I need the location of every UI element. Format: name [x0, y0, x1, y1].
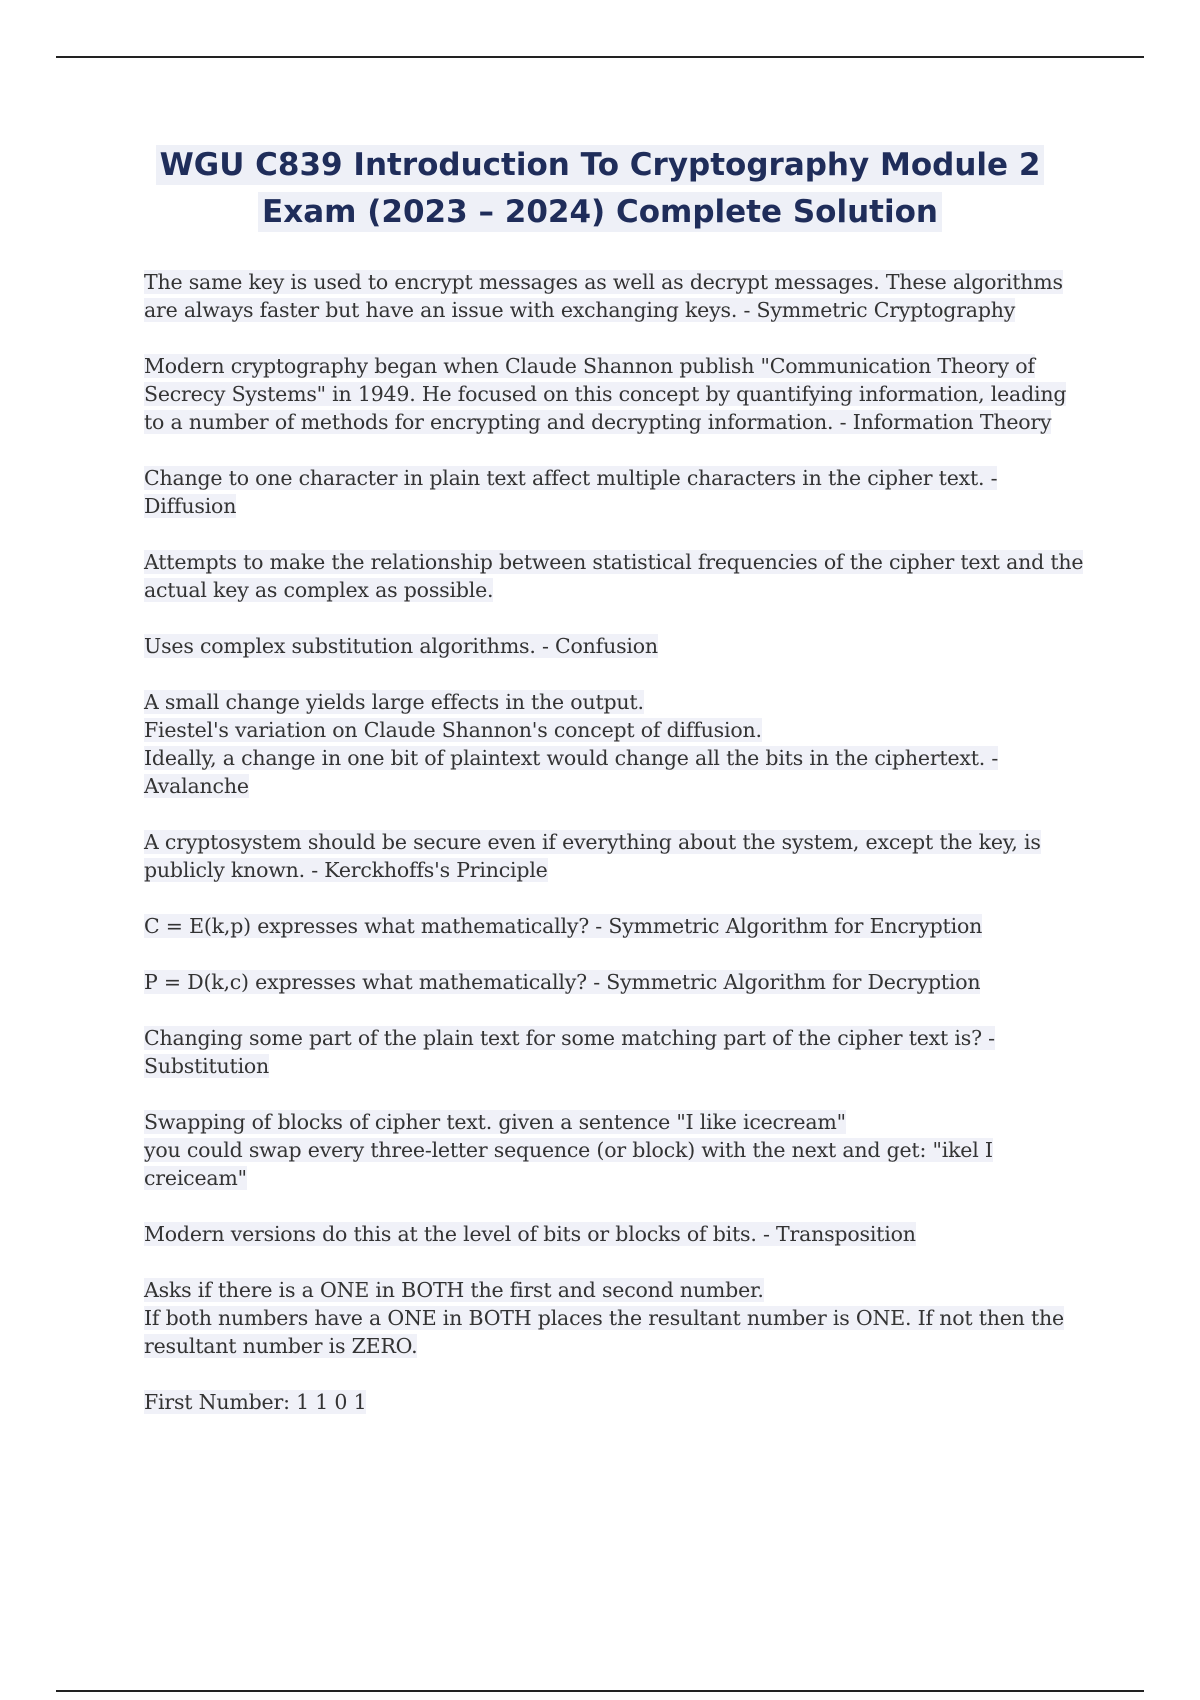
- qa-entry: [144, 548, 1094, 604]
- qa-entry: [144, 464, 1094, 520]
- qa-entry: [144, 828, 1094, 884]
- text-line: you could swap every three-letter sequence (or block) with the next and get: "ikel I: [144, 1138, 993, 1162]
- qa-entry: [144, 1388, 1094, 1416]
- text-line: Uses complex substitution algorithms. - Confusion: [144, 634, 658, 658]
- top-rule: [56, 56, 1144, 58]
- text-line: actual key as complex as possible.: [144, 578, 494, 602]
- text-line: If both numbers have a ONE in BOTH places the resultant number is ONE. If not then the: [144, 1306, 1064, 1330]
- text-line: First Number: 1 1 0 1: [144, 1390, 367, 1414]
- text-line: Change to one character in plain text affect multiple characters in the cipher text. -: [144, 466, 998, 490]
- text-line: P = D(k,c) expresses what mathematically? - Symmetric Algorithm for Decryption: [144, 970, 981, 994]
- text-line: Modern versions do this at the level of bits or blocks of bits. - Transposition: [144, 1222, 916, 1246]
- text-line: Avalanche: [144, 774, 249, 798]
- bottom-rule: [56, 1690, 1144, 1692]
- text-line: creiceam": [144, 1166, 247, 1190]
- qa-entry: [144, 688, 1094, 800]
- text-line: A small change yields large effects in the output.: [144, 690, 644, 714]
- qa-entry: [144, 352, 1094, 436]
- text-line: Changing some part of the plain text for some matching part of the cipher text is? -: [144, 1026, 995, 1050]
- document-body: [144, 268, 1094, 1444]
- text-line: Fiestel's variation on Claude Shannon's concept of diffusion.: [144, 718, 762, 742]
- title-line: Exam (2023 – 2024) Complete Solution: [258, 192, 942, 232]
- title-line: WGU C839 Introduction To Cryptography Module 2: [156, 145, 1045, 185]
- qa-entry: [144, 912, 1094, 940]
- text-line: C = E(k,p) expresses what mathematically? - Symmetric Algorithm for Encryption: [144, 914, 983, 938]
- text-line: Asks if there is a ONE in BOTH the first and second number.: [144, 1278, 764, 1302]
- text-line: resultant number is ZERO.: [144, 1334, 418, 1358]
- document-title: [144, 142, 1056, 236]
- text-line: Attempts to make the relationship between statistical frequencies of the cipher text and the: [144, 550, 1084, 574]
- text-line: Substitution: [144, 1054, 270, 1078]
- qa-entry: [144, 1024, 1094, 1080]
- text-line: publicly known. - Kerckhoffs's Principle: [144, 858, 548, 882]
- qa-entry: [144, 968, 1094, 996]
- qa-entry: [144, 1276, 1094, 1360]
- qa-entry: [144, 268, 1094, 324]
- qa-entry: [144, 1108, 1094, 1192]
- text-line: to a number of methods for encrypting and decrypting information. - Information Theory: [144, 410, 1052, 434]
- text-line: A cryptosystem should be secure even if everything about the system, except the key, is: [144, 830, 1041, 854]
- text-line: Diffusion: [144, 494, 237, 518]
- text-line: are always faster but have an issue with exchanging keys. - Symmetric Cryptography: [144, 298, 1016, 322]
- text-line: Ideally, a change in one bit of plaintext would change all the bits in the ciphertext. -: [144, 746, 999, 770]
- text-line: Swapping of blocks of cipher text. given a sentence "I like icecream": [144, 1110, 846, 1134]
- text-line: Secrecy Systems" in 1949. He focused on this concept by quantifying information, leading: [144, 382, 1067, 406]
- text-line: Modern cryptography began when Claude Shannon publish "Communication Theory of: [144, 354, 1035, 378]
- qa-entry: [144, 632, 1094, 660]
- text-line: The same key is used to encrypt messages as well as decrypt messages. These algorithms: [144, 270, 1063, 294]
- qa-entry: [144, 1220, 1094, 1248]
